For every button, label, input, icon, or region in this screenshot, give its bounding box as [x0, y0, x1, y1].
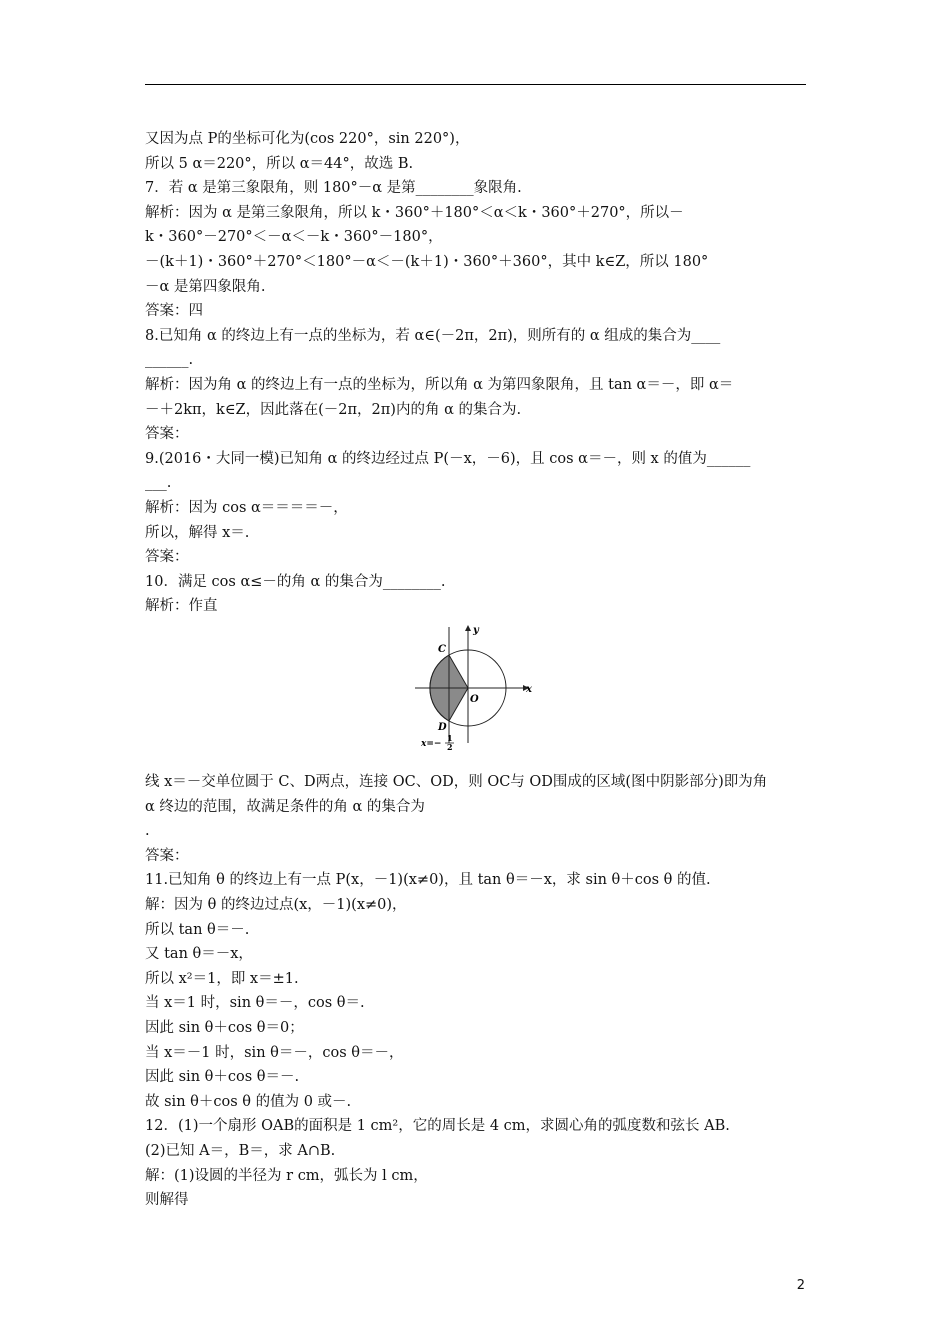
text-line: 解析：因为 α 是第三象限角，所以 k・360°＋180°＜α＜k・360°＋270°，所以－ [145, 204, 684, 221]
text-line: 又 tan θ＝－x， [145, 946, 253, 963]
text-line: －α 是第四象限角. [145, 278, 266, 295]
text-line: 当 x＝－1 时，sin θ＝－，cos θ＝－， [145, 1044, 404, 1061]
text-line: . [145, 823, 150, 840]
text-line: 答案： [145, 549, 189, 566]
text-line: α 终边的范围，故满足条件的角 α 的集合为 [145, 798, 425, 815]
text-line: k・360°－270°＜－α＜－k・360°－180°， [145, 229, 443, 246]
document-body-bottom [145, 770, 807, 1213]
text-line: 解：因为 θ 的终边过点(x，－1)(x≠0)， [145, 896, 407, 913]
text-line: 因此 sin θ＋cos θ＝0； [145, 1019, 304, 1036]
text-line: －(k＋1)・360°＋270°＜180°－α＜－(k＋1)・360°＋360°，其中 k∈Z，所以 180° [145, 253, 709, 270]
point-c-label: C [438, 643, 446, 655]
origin-label: O [470, 693, 479, 705]
text-line: 答案： [145, 426, 189, 443]
text-line: 所以 tan θ＝－. [145, 921, 250, 938]
unit-circle-diagram [413, 625, 539, 750]
text-line: 11.已知角 θ 的终边上有一点 P(x，－1)(x≠0)，且 tan θ＝－x，求 sin θ＋cos θ 的值. [145, 872, 711, 889]
point-d-label: D [438, 721, 447, 733]
text-line: 8.已知角 α 的终边上有一点的坐标为，若 α∈(－2π，2π)，则所有的 α 组成的集合为____ [145, 327, 721, 344]
text-line: 故 sin θ＋cos θ 的值为 0 或－. [145, 1093, 352, 1110]
text-line: 7．若 α 是第三象限角，则 180°－α 是第________象限角. [145, 180, 522, 197]
text-line: 10．满足 cos α≤－的角 α 的集合为________. [145, 573, 446, 590]
text-line: 9.(2016・大同一模)已知角 α 的终边经过点 P(－x，－6)，且 cos α＝－，则 x 的值为______ [145, 450, 751, 467]
text-line: 解析：作直 [145, 598, 218, 615]
text-line: 则解得 [145, 1192, 189, 1209]
line-equation-label: x=− [421, 738, 442, 749]
text-line: ______. [145, 352, 194, 369]
header-rule [145, 84, 806, 85]
text-line: 所以 x²＝1，即 x＝±1. [145, 970, 299, 987]
text-line: 又因为点 P的坐标可化为(cos 220°，sin 220°)， [145, 131, 470, 147]
fraction-denominator: 2 [447, 741, 453, 750]
text-line: 解：(1)设圆的半径为 r cm，弧长为 l cm， [145, 1167, 428, 1184]
x-label: x [526, 683, 532, 695]
text-line: 答案：四 [145, 303, 203, 320]
text-line: 12．(1)一个扇形 OAB的面积是 1 cm²，它的周长是 4 cm，求圆心角的弧度数和弦长 AB. [145, 1118, 730, 1135]
text-line: －＋2kπ，k∈Z，因此落在(－2π，2π)内的角 α 的集合为. [145, 401, 522, 418]
text-line: 答案： [145, 847, 189, 864]
text-line: 所以 5 α＝220°，所以 α＝44°，故选 B. [145, 155, 414, 172]
text-line: ___. [145, 475, 172, 492]
text-line: 所以，解得 x＝. [145, 524, 250, 541]
y-label: y [473, 624, 479, 636]
text-line: 当 x＝1 时，sin θ＝－，cos θ＝. [145, 995, 365, 1012]
text-line: 线 x＝－交单位圆于 C、D两点，连接 OC、OD，则 OC与 OD围成的区域(图中阴影部分)即为角 [145, 774, 768, 790]
unit-circle-figure [145, 625, 807, 775]
text-line: (2)已知 A＝，B＝，求 A∩B. [145, 1142, 336, 1159]
text-line: 解析：因为角 α 的终边上有一点的坐标为，所以角 α 为第四象限角，且 tan α＝－，即 α＝ [145, 376, 734, 393]
text-line: 解析：因为 cos α＝＝＝＝－， [145, 499, 348, 516]
document-body-top [145, 127, 807, 777]
y-axis-arrow [465, 625, 471, 631]
page-number: 2 [796, 1278, 805, 1293]
fraction-numerator: 1 [447, 732, 453, 743]
text-line: 因此 sin θ＋cos θ＝－. [145, 1069, 300, 1086]
